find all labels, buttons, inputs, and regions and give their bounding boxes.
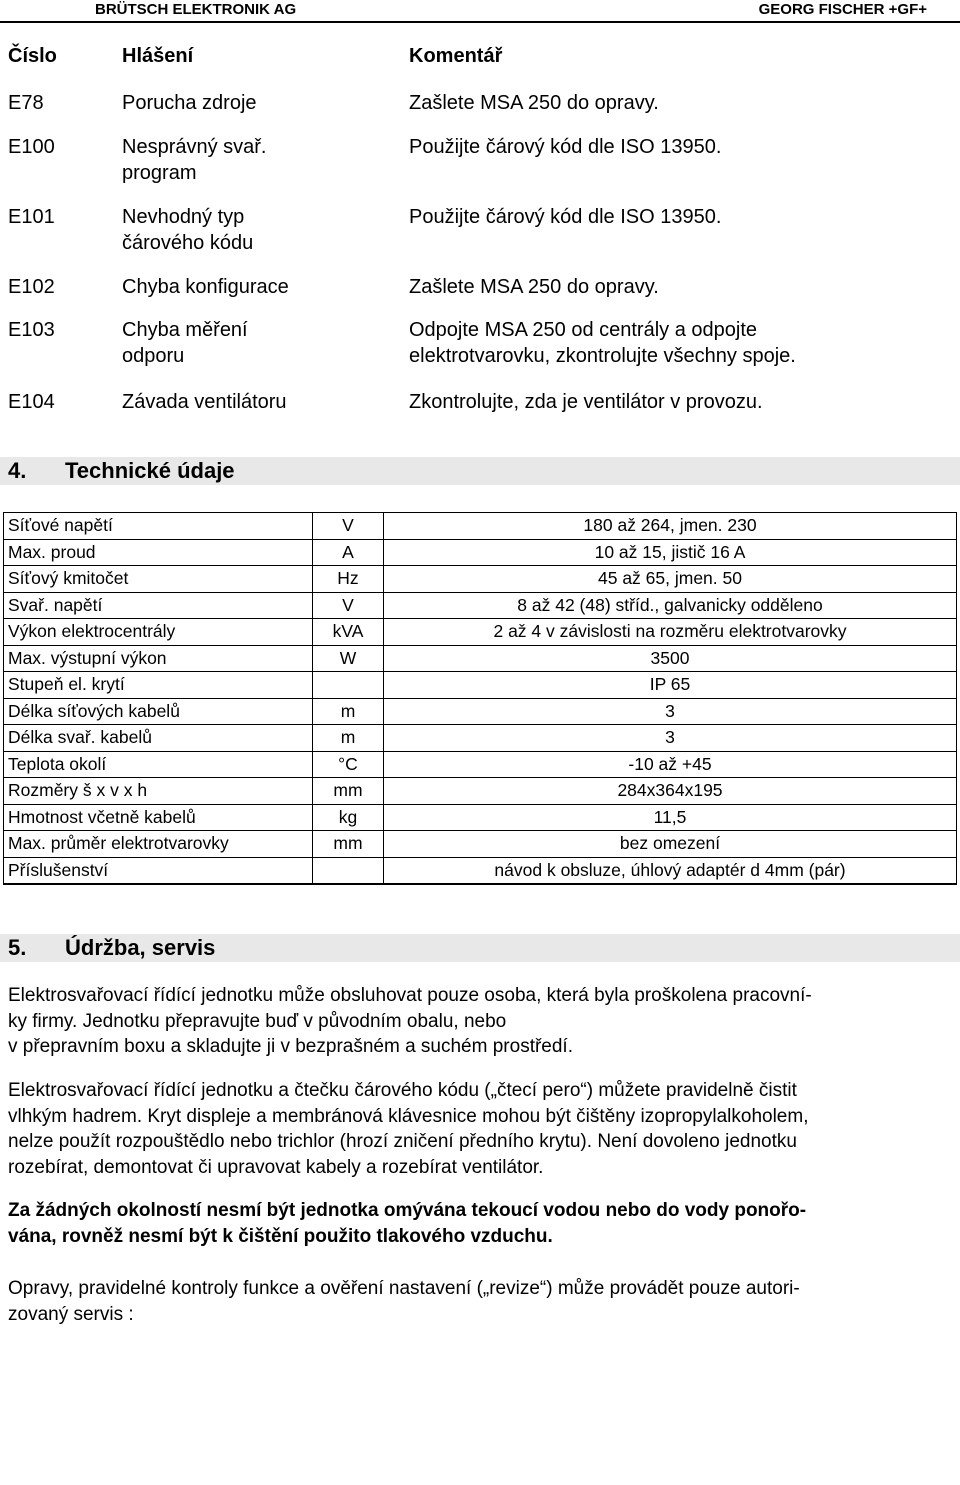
spec-value: 3	[384, 698, 957, 725]
spec-parameter: Teplota okolí	[4, 751, 313, 778]
error-message-line2: program	[122, 162, 197, 184]
spec-parameter: Max. průměr elektrotvarovky	[4, 831, 313, 858]
paragraph-cleaning	[8, 1078, 956, 1180]
spec-unit: m	[313, 698, 384, 725]
spec-row	[4, 751, 957, 778]
spec-row	[4, 725, 957, 752]
spec-unit: W	[313, 645, 384, 672]
spec-row	[4, 778, 957, 805]
error-comment: Zašlete MSA 250 do opravy.	[409, 92, 659, 114]
spec-parameter: Max. výstupní výkon	[4, 645, 313, 672]
spec-unit: mm	[313, 778, 384, 805]
spec-unit: °C	[313, 751, 384, 778]
spec-row	[4, 857, 957, 884]
spec-parameter: Délka síťových kabelů	[4, 698, 313, 725]
spec-row	[4, 672, 957, 699]
paragraph-line: zovaný servis :	[8, 1303, 134, 1325]
error-comment: Použijte čárový kód dle ISO 13950.	[409, 206, 722, 228]
spec-row	[4, 619, 957, 646]
spec-unit: V	[313, 592, 384, 619]
spec-parameter: Max. proud	[4, 539, 313, 566]
spec-unit: V	[313, 513, 384, 540]
error-message-line2: čárového kódu	[122, 232, 254, 254]
spec-value: 10 až 15, jistič 16 A	[384, 539, 957, 566]
spec-row	[4, 592, 957, 619]
section-heading-maintenance	[0, 934, 960, 962]
error-code: E104	[8, 391, 55, 413]
header-company-left: BRÜTSCH ELEKTRONIK AG	[95, 1, 297, 18]
section-number: 5.	[8, 935, 27, 960]
spec-value: -10 až +45	[384, 751, 957, 778]
paragraph-operation	[8, 983, 956, 1060]
paragraph-line: ky firmy. Jednotku přepravujte buď v původním obalu, nebo	[8, 1010, 507, 1032]
paragraph-line: Elektrosvařovací řídící jednotku může obsluhovat pouze osoba, která byla proškolena pracovní-	[8, 985, 812, 1006]
spec-row	[4, 698, 957, 725]
spec-value: bez omezení	[384, 831, 957, 858]
spec-unit: kVA	[313, 619, 384, 646]
error-comment: Použijte čárový kód dle ISO 13950.	[409, 136, 722, 158]
header-company-right: GEORG FISCHER +GF+	[758, 1, 927, 18]
spec-row	[4, 566, 957, 593]
error-code: E103	[8, 319, 55, 341]
spec-row	[4, 513, 957, 540]
spec-unit	[313, 857, 384, 884]
error-message-line2: odporu	[122, 345, 185, 367]
error-code: E101	[8, 206, 55, 228]
header-rule	[0, 21, 960, 23]
spec-value: 11,5	[384, 804, 957, 831]
spec-unit: kg	[313, 804, 384, 831]
spec-unit: A	[313, 539, 384, 566]
spec-parameter: Stupeň el. krytí	[4, 672, 313, 699]
spec-parameter: Příslušenství	[4, 857, 313, 884]
section-heading-technical-data	[0, 457, 960, 485]
paragraph-line: rozebírat, demontovat či upravovat kabely a rozebírat ventilátor.	[8, 1156, 544, 1178]
error-comment: Odpojte MSA 250 od centrály a odpojte	[409, 319, 758, 341]
spec-value: návod k obsluze, úhlový adaptér d 4mm (pár)	[384, 857, 957, 884]
error-message: Chyba měření	[122, 319, 248, 341]
paragraph-line: nelze použít rozpouštědlo nebo trichlor (hrozí zničení předního krytu). Není dovoleno jednotku	[8, 1131, 797, 1152]
spec-value: 3500	[384, 645, 957, 672]
paragraph-line: Za žádných okolností nesmí být jednotka omývána tekoucí vodou nebo do vody ponořo-	[8, 1200, 807, 1221]
paragraph-line: vlhkým hadrem. Kryt displeje a membránová klávesnice mohou být čištěny izopropylalkoholem,	[8, 1105, 809, 1127]
spec-unit	[313, 672, 384, 699]
paragraph-warning	[8, 1198, 956, 1249]
page-header	[0, 0, 960, 20]
paragraph-line: Elektrosvařovací řídící jednotku a čtečku čárového kódu („čtecí pero“) můžete pravidelně čistit	[8, 1080, 797, 1101]
paragraph-service	[8, 1276, 956, 1327]
error-message: Nesprávný svař.	[122, 136, 267, 158]
error-message: Nevhodný typ	[122, 206, 245, 228]
spec-value: 180 až 264, jmen. 230	[384, 513, 957, 540]
technical-data-table	[3, 512, 957, 885]
spec-value: 3	[384, 725, 957, 752]
spec-value: IP 65	[384, 672, 957, 699]
error-comment-line2: elektrotvarovku, zkontrolujte všechny spoje.	[409, 345, 796, 367]
error-comment: Zašlete MSA 250 do opravy.	[409, 276, 659, 298]
spec-value: 45 až 65, jmen. 50	[384, 566, 957, 593]
spec-parameter: Výkon elektrocentrály	[4, 619, 313, 646]
spec-parameter: Síťový kmitočet	[4, 566, 313, 593]
spec-row	[4, 539, 957, 566]
spec-value: 8 až 42 (48) stříd., galvanicky odděleno	[384, 592, 957, 619]
section-title: Technické údaje	[65, 458, 235, 483]
paragraph-line: Opravy, pravidelné kontroly funkce a ověření nastavení („revize“) může provádět pouze autori-	[8, 1278, 800, 1299]
spec-parameter: Síťové napětí	[4, 513, 313, 540]
section-number: 4.	[8, 458, 27, 483]
spec-value: 284x364x195	[384, 778, 957, 805]
error-comment: Zkontrolujte, zda je ventilátor v provozu.	[409, 391, 763, 413]
error-message: Porucha zdroje	[122, 92, 257, 114]
error-col-code-header: Číslo	[8, 45, 57, 67]
spec-parameter: Svař. napětí	[4, 592, 313, 619]
spec-unit: m	[313, 725, 384, 752]
spec-parameter: Rozměry š x v x h	[4, 778, 313, 805]
error-col-comment-header: Komentář	[409, 45, 503, 67]
error-code: E100	[8, 136, 55, 158]
error-col-message-header: Hlášení	[122, 45, 194, 67]
spec-parameter: Hmotnost včetně kabelů	[4, 804, 313, 831]
paragraph-line: v přepravním boxu a skladujte ji v bezprašném a suchém prostředí.	[8, 1036, 573, 1057]
error-code: E102	[8, 276, 55, 298]
spec-unit: mm	[313, 831, 384, 858]
spec-unit: Hz	[313, 566, 384, 593]
spec-parameter: Délka svař. kabelů	[4, 725, 313, 752]
spec-row	[4, 645, 957, 672]
spec-row	[4, 804, 957, 831]
error-message: Závada ventilátoru	[122, 391, 287, 413]
section-title: Údržba, servis	[65, 935, 216, 960]
spec-value: 2 až 4 v závislosti na rozměru elektrotvarovky	[384, 619, 957, 646]
error-message: Chyba konfigurace	[122, 276, 289, 298]
paragraph-line: vána, rovněž nesmí být k čištění použito tlakového vzduchu.	[8, 1225, 553, 1247]
error-code: E78	[8, 92, 44, 114]
spec-row	[4, 831, 957, 858]
